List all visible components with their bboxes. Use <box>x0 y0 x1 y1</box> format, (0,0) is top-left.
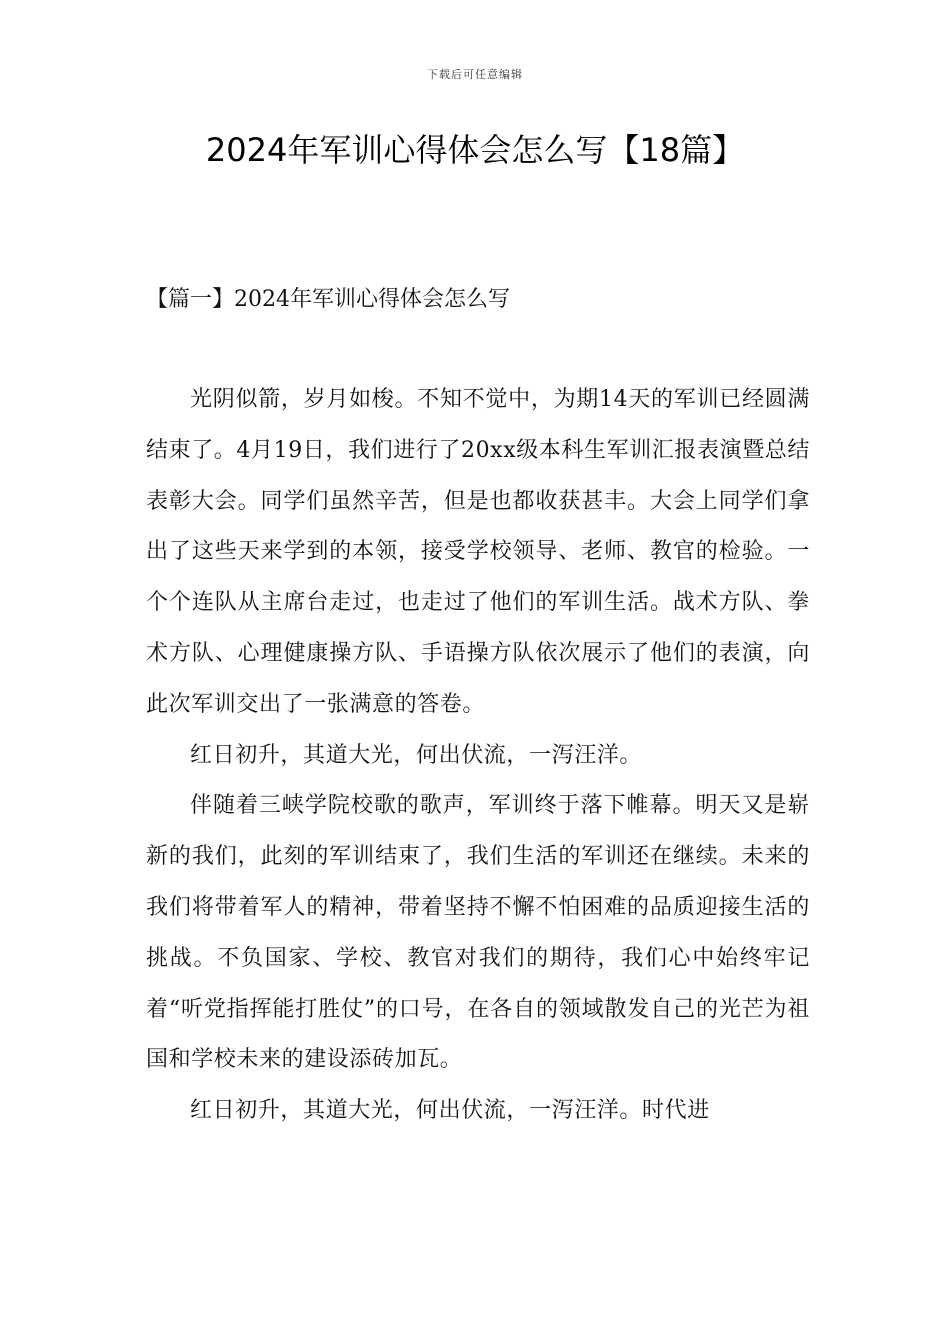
body-text <box>146 375 810 1137</box>
paragraph: 光阴似箭，岁月如梭。不知不觉中，为期14天的军训已经圆满结束了。4月19日，我们进行了20xx级本科生军训汇报表演暨总结表彰大会。同学们虽然辛苦，但是也都收获甚丰。大会上同学们拿出了这些天来学到的本领，接受学校领导、老师、教官的检验。一个个连队从主席台走过，也走过了他们的军训生活。战术方队、拳术方队、心理健康操方队、手语操方队依次展示了他们的表演，向此次军训交出了一张满意的答卷。 <box>146 387 811 717</box>
header-note: 下载后可任意编辑 <box>427 68 523 81</box>
document-title: 2024年军训心得体会怎么写【18篇】 <box>205 131 745 169</box>
paragraph: 伴随着三峡学院校歌的歌声，军训终于落下帷幕。明天又是崭新的我们，此刻的军训结束了，我们生活的军训还在继续。未来的我们将带着军人的精神，带着坚持不懈不怕困难的品质迎接生活的挑战。不负国家、学校、教官对我们的期待，我们心中始终牢记着“听党指挥能打胜仗”的口号，在各自的领域散发自己的光芒为祖国和学校未来的建设添砖加瓦。 <box>146 793 810 1073</box>
section-heading: 【篇一】2024年军训心得体会怎么写 <box>146 287 510 312</box>
paragraph: 红日初升，其道大光，何出伏流，一泻汪洋。 <box>190 742 643 768</box>
paragraph: 红日初升，其道大光，何出伏流，一泻汪洋。时代进 <box>190 1098 710 1124</box>
